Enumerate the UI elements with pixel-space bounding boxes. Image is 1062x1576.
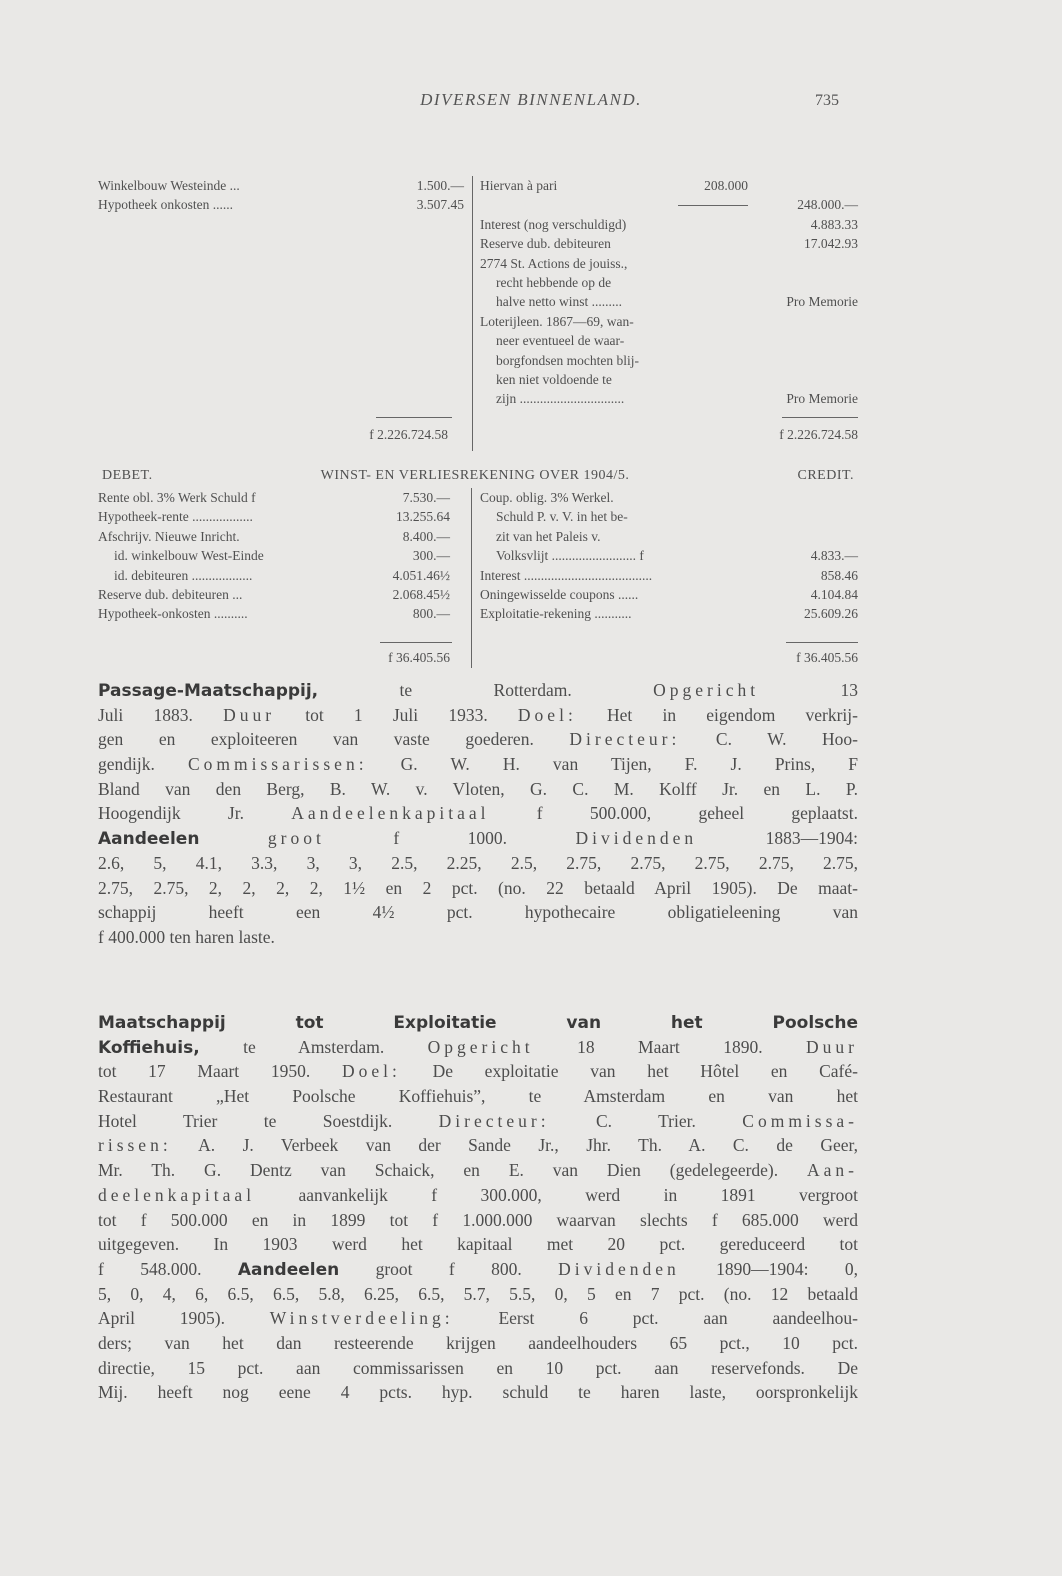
company-entry-passage-maatschappij [98,678,858,950]
text-run: 1890—1904: 0, [679,1258,858,1279]
row-subamount [678,292,748,311]
column-divider [471,488,472,668]
row-subamount [678,351,748,370]
subtotal-rule [678,205,748,206]
row-label: Volksvlijt ......................... f [496,548,644,564]
text-run: April 1905). [98,1308,270,1329]
spaced-keyword: Doel: [517,704,577,725]
row-amount: 4.104.84 [810,586,858,602]
spaced-keyword: rissen: [98,1135,172,1156]
bold-heading: Maatschappij tot Exploitatie van het Poolsche [98,1013,858,1033]
row-label: Hypotheek onkosten ...... [98,197,233,213]
row-label: Loterijleen. 1867—69, wan- [480,313,634,329]
row-label: id. debiteuren .................. [114,567,253,583]
text-run: Het in eigendom verkrij- [576,704,858,725]
debit-heading: DEBET. [102,468,153,483]
text-run: C. Trier. [549,1110,743,1131]
row-amount: 17.042.93 [804,236,858,252]
balance-credit-column [480,176,858,409]
credit-heading: CREDIT. [797,468,854,483]
text-run: Mij. heeft nog eene 4 pcts. hyp. schuld te haren laste, oorspronkelijk [98,1382,858,1403]
spaced-keyword: Doel: [341,1061,401,1082]
table-row [480,351,858,370]
table-row [480,566,858,585]
row-label: Reserve dub. debiteuren ... [98,586,243,602]
text-line [98,876,858,901]
table-row [480,370,858,389]
text-run: Juli 1883. [98,704,224,725]
row-subamount [678,215,748,234]
row-amount: 7.530.— [402,490,450,505]
company-entry-poolsche-koffiehuis [98,1010,858,1405]
table-row [480,273,858,292]
bold-heading: Koffiehuis, [98,1037,200,1058]
row-amount: Pro Memorie [786,391,858,407]
spaced-keyword: Commissa- [742,1110,859,1131]
row-amount [748,331,858,350]
text-run: 1883—1904: [697,828,858,849]
row-subamount: 208.000 [704,178,748,193]
table-row [480,488,858,507]
text-run [199,828,267,848]
total-rule [376,417,452,418]
row-amount: 4.883.33 [810,216,858,232]
text-run: f 548.000. [98,1258,238,1279]
row-label: recht hebbende op de [496,274,612,290]
profit-loss-account [98,468,858,678]
table-row [98,488,450,507]
text-line [98,777,858,802]
row-amount [768,507,858,526]
spaced-keyword: Duur [806,1036,859,1057]
table-row [480,234,858,253]
bold-heading: Aandeelen [237,1259,340,1280]
text-run: Restaurant „Het Poolsche Koffiehuis”, te Amsterdam en van het [98,1086,858,1107]
pl-title: WINST- EN VERLIESREKENING OVER 1904/5. [320,468,630,483]
table-row [98,507,450,526]
text-run: te Amsterdam. [199,1036,428,1057]
column-divider [472,176,473,451]
table-row [480,604,858,623]
text-run: 13 [759,680,858,700]
spaced-keyword: Aandeelenkapitaal [291,803,490,824]
row-label: id. winkelbouw West-Einde [114,548,264,564]
text-line [98,1158,858,1183]
spaced-keyword: Opgericht [653,680,760,700]
row-amount: 2.068.45½ [392,586,450,602]
row-amount [748,273,858,292]
row-label: Winkelbouw Westeinde ... [98,178,240,193]
balance-sheet [98,176,858,451]
text-line [98,1306,858,1331]
total-rule [786,642,858,643]
text-line [98,826,858,851]
text-run: aanvankelijk f 300.000, werd in 1891 vergroot [255,1184,858,1205]
text-line [98,1257,858,1282]
table-row [480,312,858,331]
row-subamount [678,234,748,253]
row-subamount [678,273,748,292]
table-row [480,254,858,273]
debit-total: f 36.405.56 [388,650,450,665]
total-rule [380,642,452,643]
table-row [480,585,858,604]
row-label: zijn ............................... [496,391,625,407]
text-line [98,1109,858,1134]
text-line [98,925,858,950]
row-subamount [678,312,748,331]
text-run: schappij heeft een 4½ pct. hypothecaire obligatieleening van [98,902,858,923]
row-amount: 248.000.— [797,197,858,213]
row-label: Coup. oblig. 3% Werkel. [480,490,614,505]
spaced-keyword: Duur [223,704,276,725]
text-run: gendijk. [98,754,188,775]
text-run: uitgegeven. In 1903 werd het kapitaal met 20 pct. gereduceerd tot [98,1234,858,1255]
row-label: Rente obl. 3% Werk Schuld f [98,490,256,505]
row-label: Interest ...................................... [480,567,653,583]
row-subamount [678,254,748,273]
pl-credit-column [480,488,858,624]
table-row [480,176,858,195]
row-label: Hiervan à pari [480,178,558,193]
row-amount [748,312,858,331]
text-run: Eerst 6 pct. aan aandeelhou- [453,1308,858,1329]
row-amount [768,488,858,507]
running-header: DIVERSEN BINNENLAND. [420,90,642,109]
row-amount: 800.— [412,606,450,622]
text-run: A. J. Verbeek van der Sande Jr., Jhr. Th. A. C. de Geer, [171,1135,858,1156]
row-label: Afschrijv. Nieuwe Inricht. [98,528,240,544]
text-line [98,1208,858,1233]
spaced-keyword: Winstverdeeling: [269,1308,454,1329]
row-amount: 4.051.46½ [392,567,450,583]
text-line [98,703,858,728]
text-run: tot 17 Maart 1950. [98,1061,342,1082]
row-amount: 4.833.— [810,548,858,564]
text-run: directie, 15 pct. aan commissarissen en 10 pct. aan reservefonds. De [98,1357,858,1378]
text-run: G. W. H. van Tijen, F. J. Prins, F [367,754,858,775]
row-label: ken niet voldoende te [496,371,612,387]
row-amount [748,176,858,195]
text-run: f 1000. [324,828,576,849]
table-row [98,195,464,214]
table-row [480,331,858,350]
text-line [98,1133,858,1158]
text-run: tot f 500.000 en in 1899 tot f 1.000.000 waarvan slechts f 685.000 werd [98,1209,858,1230]
row-label: halve netto winst ......... [496,294,622,310]
row-amount: Pro Memorie [786,294,858,310]
table-row [98,176,464,195]
text-line [98,1059,858,1084]
text-line [98,1183,858,1208]
text-run: 2.6, 5, 4.1, 3.3, 3, 3, 2.5, 2.25, 2.5, 2.75, 2.75, 2.75, 2.75, 2.75, [98,852,858,873]
row-amount [768,527,858,546]
text-run: te Rotterdam. [318,680,654,700]
row-label: Reserve dub. debiteuren [480,236,611,252]
text-run: f 400.000 ten haren laste. [98,926,275,947]
row-subamount [678,370,748,389]
spaced-keyword: Dividenden [575,828,698,849]
spaced-keyword: deelenkapitaal [98,1184,256,1205]
spaced-keyword: groot [267,828,325,849]
table-row [480,546,858,565]
bold-heading: Passage-Maatschappij, [98,681,319,701]
text-line [98,801,858,826]
text-line [98,727,858,752]
text-run: C. W. Hoo- [680,729,859,750]
spaced-keyword: Aan- [807,1160,858,1181]
row-amount: 858.46 [820,567,858,583]
table-row [480,292,858,311]
text-line [98,1010,858,1035]
table-row [480,507,858,526]
text-line [98,1331,858,1356]
text-line [98,1035,858,1060]
pl-heading-row [102,468,854,484]
total-rule [782,417,858,418]
text-line [98,678,858,703]
debit-total: f 2.226.724.58 [369,427,448,442]
row-amount [748,254,858,273]
text-run: De exploitatie van het Hôtel en Café- [400,1061,858,1082]
text-run: Bland van den Berg, B. W. v. Vloten, G. C. M. Kolff Jr. en L. P. [98,778,858,799]
row-amount [748,351,858,370]
text-run: 2.75, 2.75, 2, 2, 2, 2, 1½ en 2 pct. (no. 22 betaald April 1905). De maat- [98,877,858,898]
table-row [98,546,450,565]
text-line [98,900,858,925]
text-run: Hotel Trier te Soestdijk. [98,1110,439,1131]
row-label: zit van het Paleis v. [496,528,601,544]
text-line [98,1380,858,1405]
table-row [98,566,450,585]
table-row [480,527,858,546]
table-row [480,389,858,408]
spaced-keyword: Commissarissen: [187,754,368,775]
row-label: Oningewisselde coupons ...... [480,586,639,602]
text-line [98,752,858,777]
row-amount: 8.400.— [402,528,450,544]
pl-debit-column [98,488,450,624]
text-line [98,1084,858,1109]
text-run: tot 1 Juli 1933. [275,704,518,725]
spaced-keyword: Directeur: [438,1110,550,1131]
text-run: 5, 0, 4, 6, 6.5, 6.5, 5.8, 6.25, 6.5, 5.7, 5.5, 0, 5 en 7 pct. (no. 12 betaald [98,1283,858,1304]
text-run: ders; van het dan resteerende krijgen aandeelhouders 65 pct., 10 pct. [98,1332,858,1353]
row-label: Schuld P. v. V. in het be- [496,509,628,525]
text-run: f 500.000, geheel geplaatst. [489,803,858,824]
table-row [480,215,858,234]
text-run: 18 Maart 1890. [533,1036,807,1057]
text-run: Hoogendijk Jr. [98,803,292,824]
row-amount: 300.— [412,548,450,564]
page-number: 735 [815,92,839,109]
credit-total: f 2.226.724.58 [779,427,858,442]
table-row [98,527,450,546]
text-run: Mr. Th. G. Dentz van Schaick, en E. van Dien (gedelegeerde). [98,1160,808,1181]
row-label: Interest (nog verschuldigd) [480,216,627,232]
table-row [98,585,450,604]
row-amount: 25.609.26 [804,606,858,622]
row-amount: 13.255.64 [396,509,450,525]
spaced-keyword: Directeur: [569,729,681,750]
text-line [98,1282,858,1307]
text-line [98,1232,858,1257]
spaced-keyword: Dividenden [558,1258,680,1279]
table-row [480,195,858,214]
text-run: gen en exploiteeren van vaste goederen. [98,729,570,750]
row-label: 2774 St. Actions de jouiss., [480,255,628,271]
row-label: borgfondsen mochten blij- [496,352,639,368]
row-label: Hypotheek-rente .................. [98,509,253,525]
text-line [98,1356,858,1381]
balance-debit-column [98,176,464,215]
text-line [98,851,858,876]
credit-total: f 36.405.56 [796,650,858,665]
spaced-keyword: Opgericht [427,1036,534,1057]
text-run: groot f 800. [339,1258,559,1279]
row-label: neer eventueel de waar- [496,333,625,349]
row-amount [748,370,858,389]
bold-heading: Aandeelen [98,829,200,850]
table-row [98,604,450,623]
row-amount: 3.507.45 [416,197,464,213]
row-label: Exploitatie-rekening ........... [480,606,632,622]
row-subamount [678,389,748,408]
row-label: Hypotheek-onkosten .......... [98,606,248,622]
row-amount: 1.500.— [416,178,464,193]
row-label [480,195,678,214]
row-subamount [678,331,748,350]
